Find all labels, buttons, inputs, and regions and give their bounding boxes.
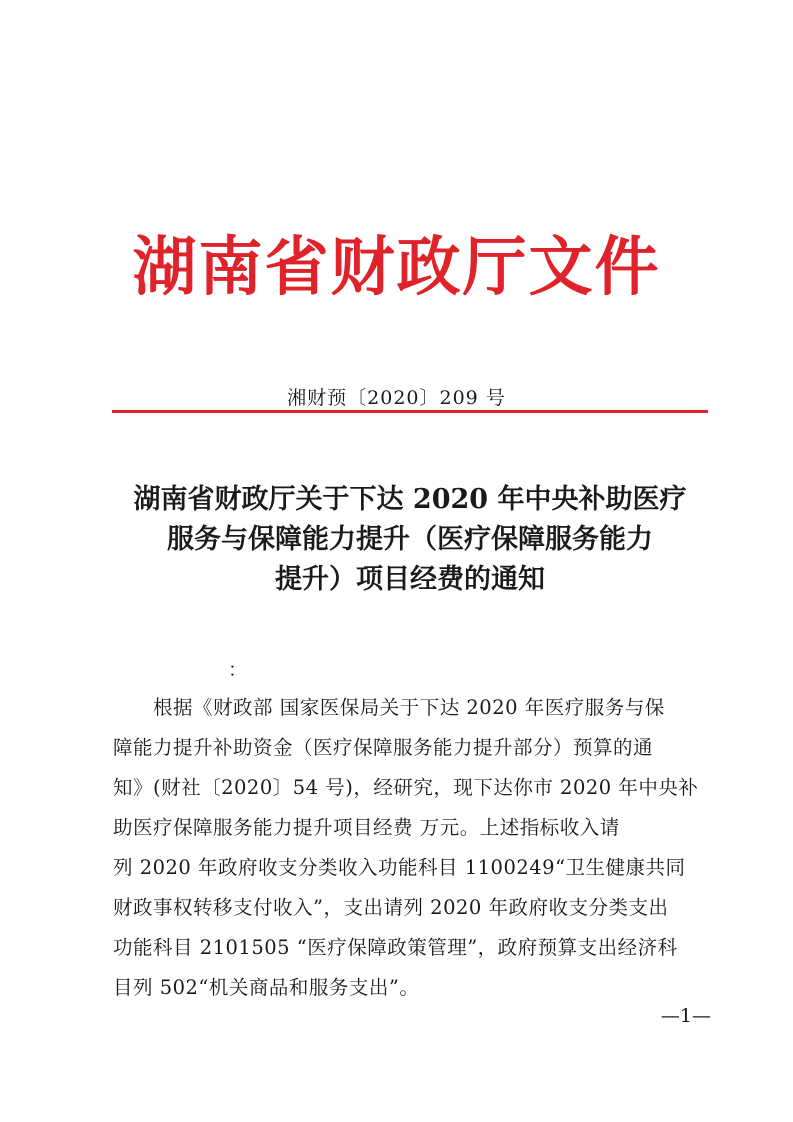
notice-body — [113, 688, 713, 1008]
body-line: 助医疗保障服务能力提升项目经费 万元。上述指标收入请 — [113, 816, 620, 839]
notice-title-line: 提升）项目经费的通知 — [275, 564, 545, 595]
body-line: 财政事权转移支付收入”，支出请列 2020 年政府收支分类支出 — [113, 896, 669, 919]
page-number: —1— — [660, 1005, 711, 1027]
body-line: 功能科目 2101505 “医疗保障政策管理”，政府预算支出经济科 — [113, 936, 678, 959]
notice-title-line: 湖南省财政厅关于下达 2020 年中央补助医疗 — [133, 484, 687, 515]
document-header-title: 湖南省财政厅文件 — [132, 231, 661, 305]
red-divider-line — [112, 410, 708, 413]
body-line: 知》(财社〔2020〕54 号)，经研究，现下达你市 2020 年中央补 — [113, 776, 699, 799]
body-line: 根据《财政部 国家医保局关于下达 2020 年医疗服务与保 — [153, 696, 665, 719]
body-line: 目列 502“机关商品和服务支出”。 — [113, 976, 420, 999]
document-number: 湘财预〔2020〕209 号 — [287, 387, 506, 409]
recipient-line: ： — [228, 659, 248, 681]
body-line: 障能力提升补助资金（医疗保障服务能力提升部分）预算的通 — [113, 736, 654, 759]
body-line: 列 2020 年政府收支分类收入功能科目 1100249“卫生健康共同 — [113, 856, 686, 879]
notice-title-line: 服务与保障能力提升（医疗保障服务能力 — [167, 524, 653, 555]
notice-title — [100, 480, 720, 600]
